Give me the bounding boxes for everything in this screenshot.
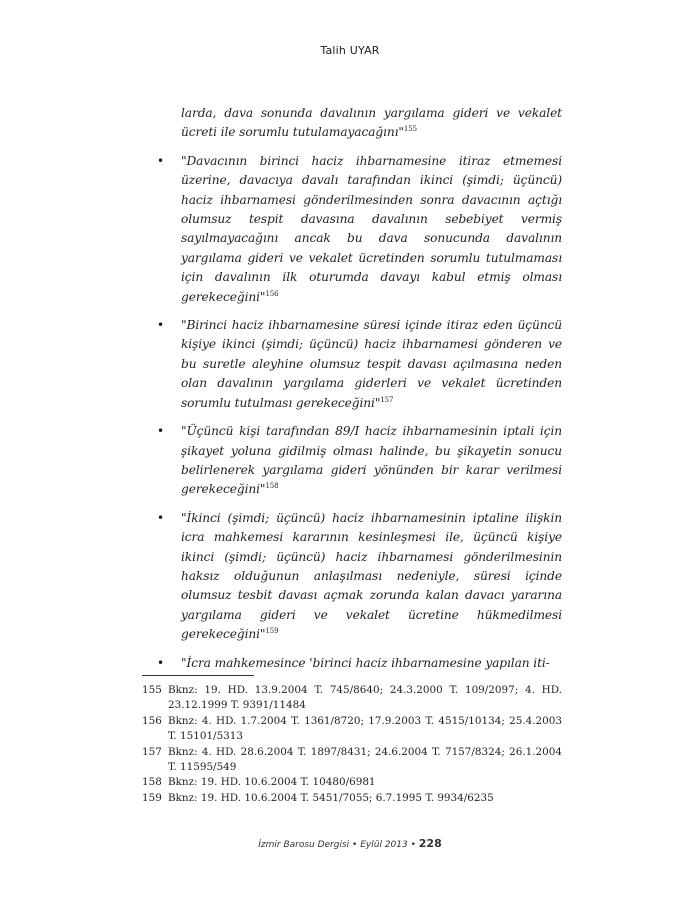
footnote-157 (142, 745, 562, 776)
footnote-ref-158[interactable]: 158 (265, 482, 279, 491)
footnote-ref-155[interactable]: 155 (403, 125, 417, 134)
footnote-text: Bknz: 4. HD. 28.6.2004 T. 1897/8431; 24.6.2004 T. 7157/8324; 26.1.2004 T. 11595/549 (168, 745, 562, 774)
list-item-text: "İcra mahkemesince 'birinci haciz ihbarnamesine yapılan iti- (181, 655, 550, 670)
list-item-text: "Birinci haciz ihbarnamesine süresi içinde itiraz eden üçüncü kişiye ikinci (şimdi; üçüncü) haciz ihbarnamesi gönderen ve bu suretle aleyhine olumsuz tespit davası açılmasına neden olan davalının yargılama giderleri ve vekalet ücretinden sorumlu tutulması gerekeceğini" (181, 318, 562, 410)
list-item (142, 316, 562, 413)
list-item (142, 509, 562, 645)
footnote-text: Bknz: 19. HD. 10.6.2004 T. 5451/7055; 6.7.1995 T. 9934/6235 (168, 791, 494, 804)
journal-name: İzmir Barosu Dergisi (258, 840, 350, 850)
page-number: 228 (418, 837, 442, 850)
list-item-text: "Davacının birinci haciz ihbarnamesine itiraz etmemesi üzerine, davacıya davalı tarafından ikinci (şimdi; üçüncü) haciz ihbarnamesi gönderilmesinden sonra davacının açtığı olumsuz tespit davasına davalının sebebiyet vermiş sayılmayacağını ancak bu dava sonucunda davalının yargılama gideri ve vekalet ücretinden sorumlu tutulmaması için davalının ilk oturumda davayı kabul etmiş olması gerekeceğini" (181, 153, 562, 304)
footnote-text: Bknz: 19. HD. 13.9.2004 T. 745/8640; 24.3.2000 T. 109/2097; 4. HD. 23.12.1999 T. 9391/11484 (168, 684, 562, 712)
bullet-icon: • (157, 510, 165, 525)
footnote-number: 155 (142, 684, 162, 696)
bullet-icon: • (157, 424, 165, 439)
bullet-icon: • (157, 655, 165, 670)
footnote-text: Bknz: 4. HD. 1.7.2004 T. 1361/8720; 17.9.2003 T. 4515/10134; 25.4.2003 T. 15101/5313 (168, 714, 562, 743)
list-item-text: "Üçüncü kişi tarafından 89/I haciz ihbarnamesinin iptali için şikayet yoluna gidilmiş olması halinde, bu şikayetin sonucu belirlenerek yargılama gideri yönünden bir karar verilmesi gerekeceğini" (181, 424, 562, 497)
issue-date: Eylül 2013 (360, 840, 408, 850)
lead-paragraph-text: larda, dava sonunda davalının yargılama gideri ve vekalet ücreti ile sorumlu tutulamayacağını" (181, 106, 562, 140)
footnote-number: 157 (142, 745, 162, 758)
list-item (142, 422, 562, 500)
footnote-text: Bknz: 19. HD. 10.6.2004 T. 10480/6981 (168, 776, 376, 789)
footnote-156 (142, 714, 562, 745)
body-text (142, 104, 562, 682)
footnote-155 (142, 683, 562, 714)
list-item (142, 654, 562, 673)
list-item (142, 152, 562, 307)
footnote-ref-156[interactable]: 156 (265, 289, 279, 298)
page-footer (0, 837, 700, 850)
footnote-number: 159 (142, 791, 162, 804)
footnote-158 (142, 775, 562, 790)
footer-separator: • (410, 840, 416, 850)
footnote-ref-157[interactable]: 157 (380, 395, 394, 404)
footnotes (142, 683, 562, 806)
footnote-number: 158 (142, 776, 162, 789)
running-head-author: Talih UYAR (320, 44, 380, 57)
footer-separator: • (352, 840, 358, 850)
list-item-text: "İkinci (şimdi; üçüncü) haciz ihbarnamesinin iptaline ilişkin icra mahkemesi kararının kesinleşmesi ile, üçüncü kişiye ikinci (şimdi; üçüncü) haciz ihbarnamesi gönderilmesinin haksız olduğunun anlaşılması nedeniyle, süresi içinde olumsuz tesbit davası açmak zorunda kalan davacı yararına yargılama gideri ve vekalet ücretine hükmedilmesi gerekeceğini" (181, 510, 562, 642)
footnote-ref-159[interactable]: 159 (265, 627, 279, 636)
bullet-icon: • (157, 318, 165, 333)
footnote-number: 156 (142, 714, 162, 727)
footnote-divider (142, 675, 254, 676)
lead-paragraph (181, 104, 562, 143)
bullet-icon: • (157, 153, 165, 168)
footnote-159 (142, 791, 562, 806)
